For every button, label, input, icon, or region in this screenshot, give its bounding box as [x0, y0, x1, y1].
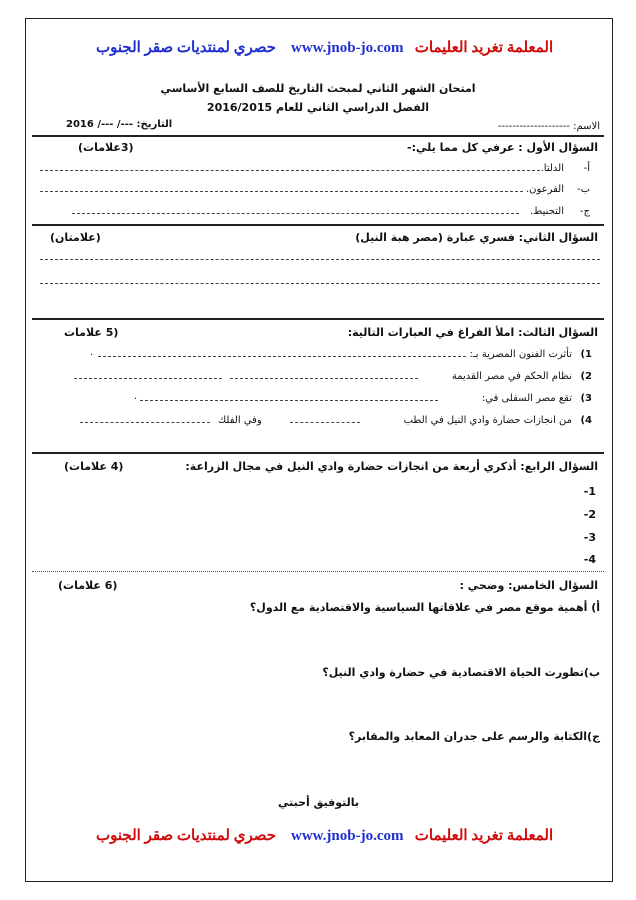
q3-item-text: تأثرت الفنون المصرية بـ:: [469, 349, 572, 360]
divider: [32, 135, 604, 137]
q4-item: 4-: [583, 553, 596, 566]
q1-item-letter: ج-: [579, 206, 590, 217]
answer-line: [40, 259, 600, 260]
header-forum: حصري لمنتديات صقر الجنوب: [96, 40, 276, 56]
answer-line: [80, 422, 210, 423]
q1-item-term: الدلتا.: [540, 163, 564, 174]
q5-item: أ) أهمية موقع مصر في علاقاتها السياسية والاقتصادية مع الدول؟: [249, 601, 600, 614]
q2-title: السؤال الثاني: فسري عبارة (مصر هبة النيل): [355, 231, 598, 244]
header-site: www.jnob-jo.com: [291, 40, 404, 56]
q3-item-text: تقع مصر السفلى في:: [481, 393, 572, 404]
answer-line: [40, 191, 523, 192]
q3-item-num: 4): [580, 415, 592, 426]
q3-title: السؤال الثالث: املأ الفراغ في العبارات التالية:: [347, 326, 598, 339]
q5-item: ج)الكتابة والرسم على جدران المعابد والمقابر؟: [348, 730, 600, 743]
answer-line: [140, 400, 438, 401]
q4-item: 1-: [583, 485, 596, 498]
header-top: [96, 38, 554, 57]
q1-item-term: التحنيط.: [529, 206, 564, 217]
q5-item: ب)تطورت الحياة الاقتصادية في حضارة وادي النيل؟: [322, 666, 600, 679]
q3-item-text: من انجازات حضارة وادي النيل في الطب: [403, 415, 572, 426]
answer-line: [230, 378, 418, 379]
exam-title: امتحان الشهر الثاني لمبحث التاريخ للصف السابع الأساسي: [160, 82, 476, 95]
q1-item-letter: ب-: [576, 184, 590, 195]
q4-item: 2-: [583, 508, 596, 521]
divider: [32, 318, 604, 320]
header-teacher: المعلمة تغريد العليمات: [414, 40, 554, 56]
q3-item-num: 1): [580, 349, 592, 360]
answer-line: [40, 170, 540, 171]
name-field: الاسم: --------------------: [497, 121, 600, 132]
exam-term: الفصل الدراسي الثاني للعام 2016/2015: [206, 101, 430, 114]
q4-title: السؤال الرابع: أذكري أربعة من انجازات حضارة وادي النيل في مجال الزراعة:: [185, 460, 598, 473]
q1-title: السؤال الأول : عرفي كل مما يلي:-: [407, 141, 598, 154]
q5-marks: (6 علامات): [58, 579, 118, 592]
q5-title: السؤال الخامس: وضحي :: [459, 579, 598, 592]
answer-line: [98, 356, 466, 357]
q3-item-tail: .: [90, 347, 94, 358]
date-field: التاريخ: ---/ ---/ 2016: [66, 119, 173, 130]
q1-marks: (3علامات): [78, 141, 134, 154]
q3-item-num: 3): [580, 393, 592, 404]
answer-line: [74, 378, 222, 379]
q3-item-tail: .: [134, 391, 138, 402]
divider-dotted: [32, 571, 604, 572]
q1-item-letter: أ-: [583, 163, 590, 174]
q3-item-mid: وفي الفلك: [218, 415, 262, 426]
q3-marks: (5 علامات: [64, 326, 119, 339]
footer-teacher: المعلمة تغريد العليمات: [414, 828, 554, 844]
divider: [32, 452, 604, 454]
q1-item-term: الفرعون.: [525, 184, 564, 195]
closing-text: بالتوفيق أحبتي: [278, 796, 360, 809]
answer-line: [72, 213, 519, 214]
divider: [32, 224, 604, 226]
q3-item-num: 2): [580, 371, 592, 382]
answer-line: [40, 283, 600, 284]
header-bottom: [96, 826, 554, 845]
q2-marks: (علامتان): [50, 231, 101, 244]
q4-marks: (4 علامات): [64, 460, 124, 473]
footer-forum: حصري لمنتديات صقر الجنوب: [96, 828, 276, 844]
footer-site: www.jnob-jo.com: [291, 828, 404, 844]
answer-line: [290, 422, 360, 423]
q4-item: 3-: [583, 531, 596, 544]
q3-item-text: نظام الحكم في مصر القديمة: [451, 371, 572, 382]
